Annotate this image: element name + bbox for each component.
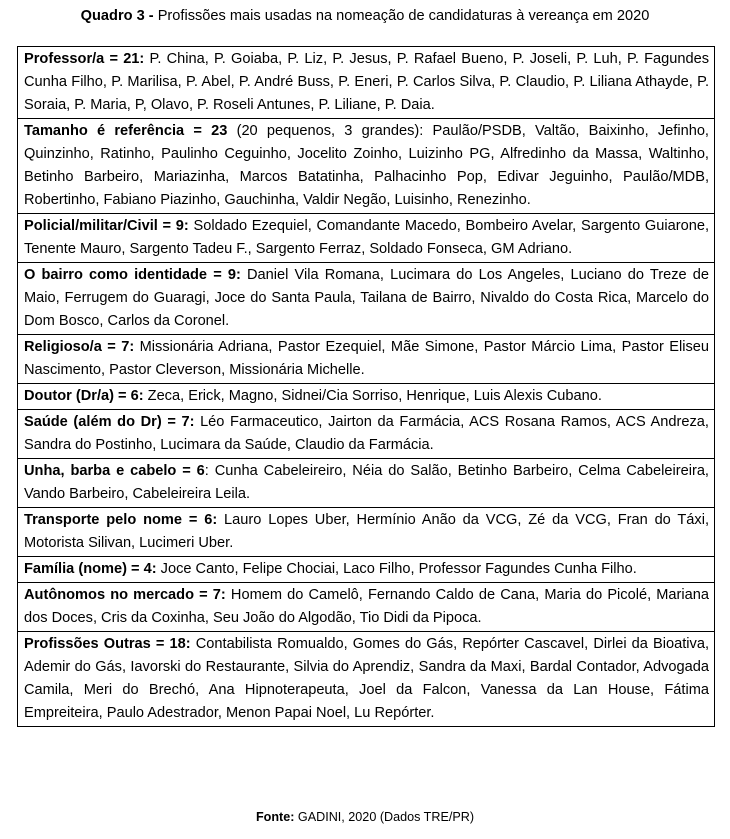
category-names: Zeca, Erick, Magno, Sidnei/Cia Sorriso, Henrique, Luis Alexis Cubano.: [147, 388, 602, 404]
professions-table: [17, 46, 715, 727]
table-row: [18, 508, 715, 557]
category-label: Tamanho é referência = 23: [24, 123, 228, 139]
category-label: Doutor (Dr/a) = 6:: [24, 388, 144, 404]
table-row: [18, 335, 715, 384]
table-cell: [18, 335, 715, 384]
category-label: Unha, barba e cabelo = 6: [24, 463, 205, 479]
table-cell: [18, 263, 715, 335]
table-cell: [18, 214, 715, 263]
category-names: Contabilista Romualdo, Gomes do Gás, Repórter Cascavel, Dirlei da Bioativa, Ademir do Gás, Iavorski do Restaurante, Silvia do Aprendiz, Sandra da Maxi, Bardal Contador, Advogada Camila, Meri do Brechó, Ana Hipnoterapeuta, Joel da Falcon, Vanessa da Lan House, Fátima Empreiteira, Paulo Adestrador, Menon Papai Noel, Lu Repórter.: [24, 636, 709, 721]
category-label: Autônomos no mercado = 7:: [24, 587, 226, 603]
table-row: [18, 410, 715, 459]
category-names: Léo Farmaceutico, Jairton da Farmácia, ACS Rosana Ramos, ACS Andreza, Sandra do Postinho, Lucimara da Saúde, Claudio da Farmácia.: [24, 414, 709, 453]
category-label: Família (nome) = 4:: [24, 561, 157, 577]
table-row: [18, 263, 715, 335]
table-cell: [18, 410, 715, 459]
category-label: Policial/militar/Civil = 9:: [24, 218, 189, 234]
table-cell: [18, 632, 715, 727]
table-row: [18, 119, 715, 214]
table-row: [18, 557, 715, 583]
source-text: GADINI, 2020 (Dados TRE/PR): [297, 810, 475, 824]
category-names: Joce Canto, Felipe Chociai, Laco Filho, Professor Fagundes Cunha Filho.: [160, 561, 637, 577]
table-row: [18, 459, 715, 508]
source-label: Fonte:: [255, 810, 295, 824]
category-names: : Cunha Cabeleireiro, Néia do Salão, Betinho Barbeiro, Celma Cabeleireira, Vando Barbeiro, Cabeleireira Leila.: [24, 463, 709, 502]
category-names: P. China, P. Goiaba, P. Liz, P. Jesus, P. Rafael Bueno, P. Joseli, P. Luh, P. Fagundes Cunha Filho, P. Marilisa, P. Abel, P. André Buss, P. Eneri, P. Carlos Silva, P. Claudio, P. Liliana Athayde, P. Soraia, P. Maria, P, Olavo, P. Roseli Antunes, P. Liliane, P. Daia.: [24, 51, 709, 113]
caption-text: Profissões mais usadas na nomeação de candidaturas à vereança em 2020: [157, 8, 650, 24]
table-cell: [18, 583, 715, 632]
category-label: Saúde (além do Dr) = 7:: [24, 414, 195, 430]
table-cell: [18, 384, 715, 410]
table-row: [18, 47, 715, 119]
category-names: Lauro Lopes Uber, Hermínio Anão da VCG, Zé da VCG, Fran do Táxi, Motorista Silivan, Lucimeri Uber.: [24, 512, 710, 551]
category-names: Soldado Ezequiel, Comandante Macedo, Bombeiro Avelar, Sargento Guiarone, Tenente Mauro, Sargento Tadeu F., Sargento Ferraz, Soldado Fonseca, GM Adriano.: [24, 218, 709, 257]
table-row: [18, 583, 715, 632]
category-label: Profissões Outras = 18:: [24, 636, 191, 652]
table-cell: [18, 508, 715, 557]
category-label: Transporte pelo nome = 6:: [24, 512, 218, 528]
table-cell: [18, 47, 715, 119]
caption-label: Quadro 3 -: [80, 8, 154, 24]
category-label: O bairro como identidade = 9:: [24, 267, 241, 283]
category-names: (20 pequenos, 3 grandes): Paulão/PSDB, Valtão, Baixinho, Jefinho, Quinzinho, Ratinho, Paulinho Ceguinho, Jocelito Zoinho, Luizinho PG, Alfredinho da Massa, Waltinho, Betinho Barbeiro, Mariazinha, Marcos Batatinha, Palhacinho Pop, Edivar Jeguinho, Paulão/MDB, Robertinho, Fabiano Piazinho, Gauchinha, Valdir Negão, Luisinho, Renezinho.: [24, 123, 709, 208]
category-names: Homem do Camelô, Fernando Caldo de Cana, Maria do Picolé, Mariana dos Doces, Cris da Coxinha, Seu João do Algodão, Tio Didi da Pipoca.: [24, 587, 709, 626]
source-note: [0, 808, 730, 826]
table-cell: [18, 119, 715, 214]
table-row: [18, 214, 715, 263]
table-row: [18, 384, 715, 410]
table-caption: [0, 6, 730, 26]
table-cell: [18, 459, 715, 508]
category-names: Daniel Vila Romana, Lucimara do Los Angeles, Luciano do Treze de Maio, Ferrugem do Guaragi, Joce do Santa Paula, Tailana de Bairro, Nivaldo do Costa Rica, Marcelo do Dom Bosco, Carlos da Coronel.: [24, 267, 709, 329]
category-label: Professor/a = 21:: [24, 51, 145, 67]
category-label: Religioso/a = 7:: [24, 339, 135, 355]
table-cell: [18, 557, 715, 583]
category-names: Missionária Adriana, Pastor Ezequiel, Mãe Simone, Pastor Márcio Lima, Pastor Eliseu Nascimento, Pastor Cleverson, Missionária Michelle.: [24, 339, 709, 378]
table-row: [18, 632, 715, 727]
